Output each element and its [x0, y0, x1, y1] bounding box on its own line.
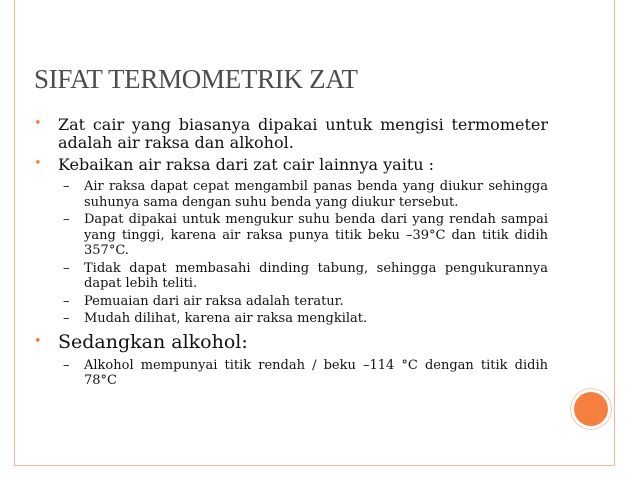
bullet-text: Sedangkan alkohol:: [58, 330, 248, 353]
sub-item: [34, 358, 548, 389]
slide-title: SIFAT TERMOMETRIK ZAT: [34, 64, 358, 94]
bullet-text: Zat cair yang biasanya dipakai untuk mengisi termometer adalah air raksa dan alkohol.: [58, 115, 548, 152]
dash-icon: –: [63, 293, 70, 309]
sub-item-text: Tidak dapat membasahi dinding tabung, sehingga pengukurannya dapat lebih teliti.: [84, 260, 548, 291]
dash-icon: –: [63, 179, 70, 194]
bullet-item: [34, 331, 548, 353]
sub-item-text: Air raksa dapat cepat mengambil panas benda yang diukur sehingga suhunya sama dengan suhu benda yang diukur tersebut.: [84, 179, 548, 210]
bullet-icon: •: [34, 116, 42, 131]
bullet-text: Kebaikan air raksa dari zat cair lainnya yaitu :: [58, 155, 435, 174]
sub-item: [34, 294, 548, 310]
decorative-circle: [574, 392, 608, 426]
bullet-item: [34, 116, 548, 152]
sub-item-text: Pemuaian dari air raksa adalah teratur.: [84, 293, 344, 309]
dash-icon: –: [63, 311, 70, 326]
sub-item-text: Dapat dipakai untuk mengukur suhu benda dari yang rendah sampai yang tinggi, karena air raksa punya titik beku –39°C dan titik didih 357°C.: [84, 212, 548, 258]
dash-icon: –: [63, 212, 70, 227]
sub-item-text: Alkohol mempunyai titik rendah / beku –114 °C dengan titik didih 78°C: [84, 357, 548, 388]
sub-item: [34, 261, 548, 292]
sub-item: [34, 212, 548, 259]
sub-item: [34, 179, 548, 210]
dash-icon: –: [63, 260, 70, 276]
dash-icon: –: [63, 357, 70, 373]
sub-item-text: Mudah dilihat, karena air raksa mengkilat.: [84, 311, 368, 326]
sub-item: [34, 311, 548, 327]
bullet-icon: •: [34, 333, 42, 349]
slide-content: [34, 116, 548, 389]
bullet-item: [34, 156, 548, 174]
bullet-icon: •: [34, 156, 42, 171]
